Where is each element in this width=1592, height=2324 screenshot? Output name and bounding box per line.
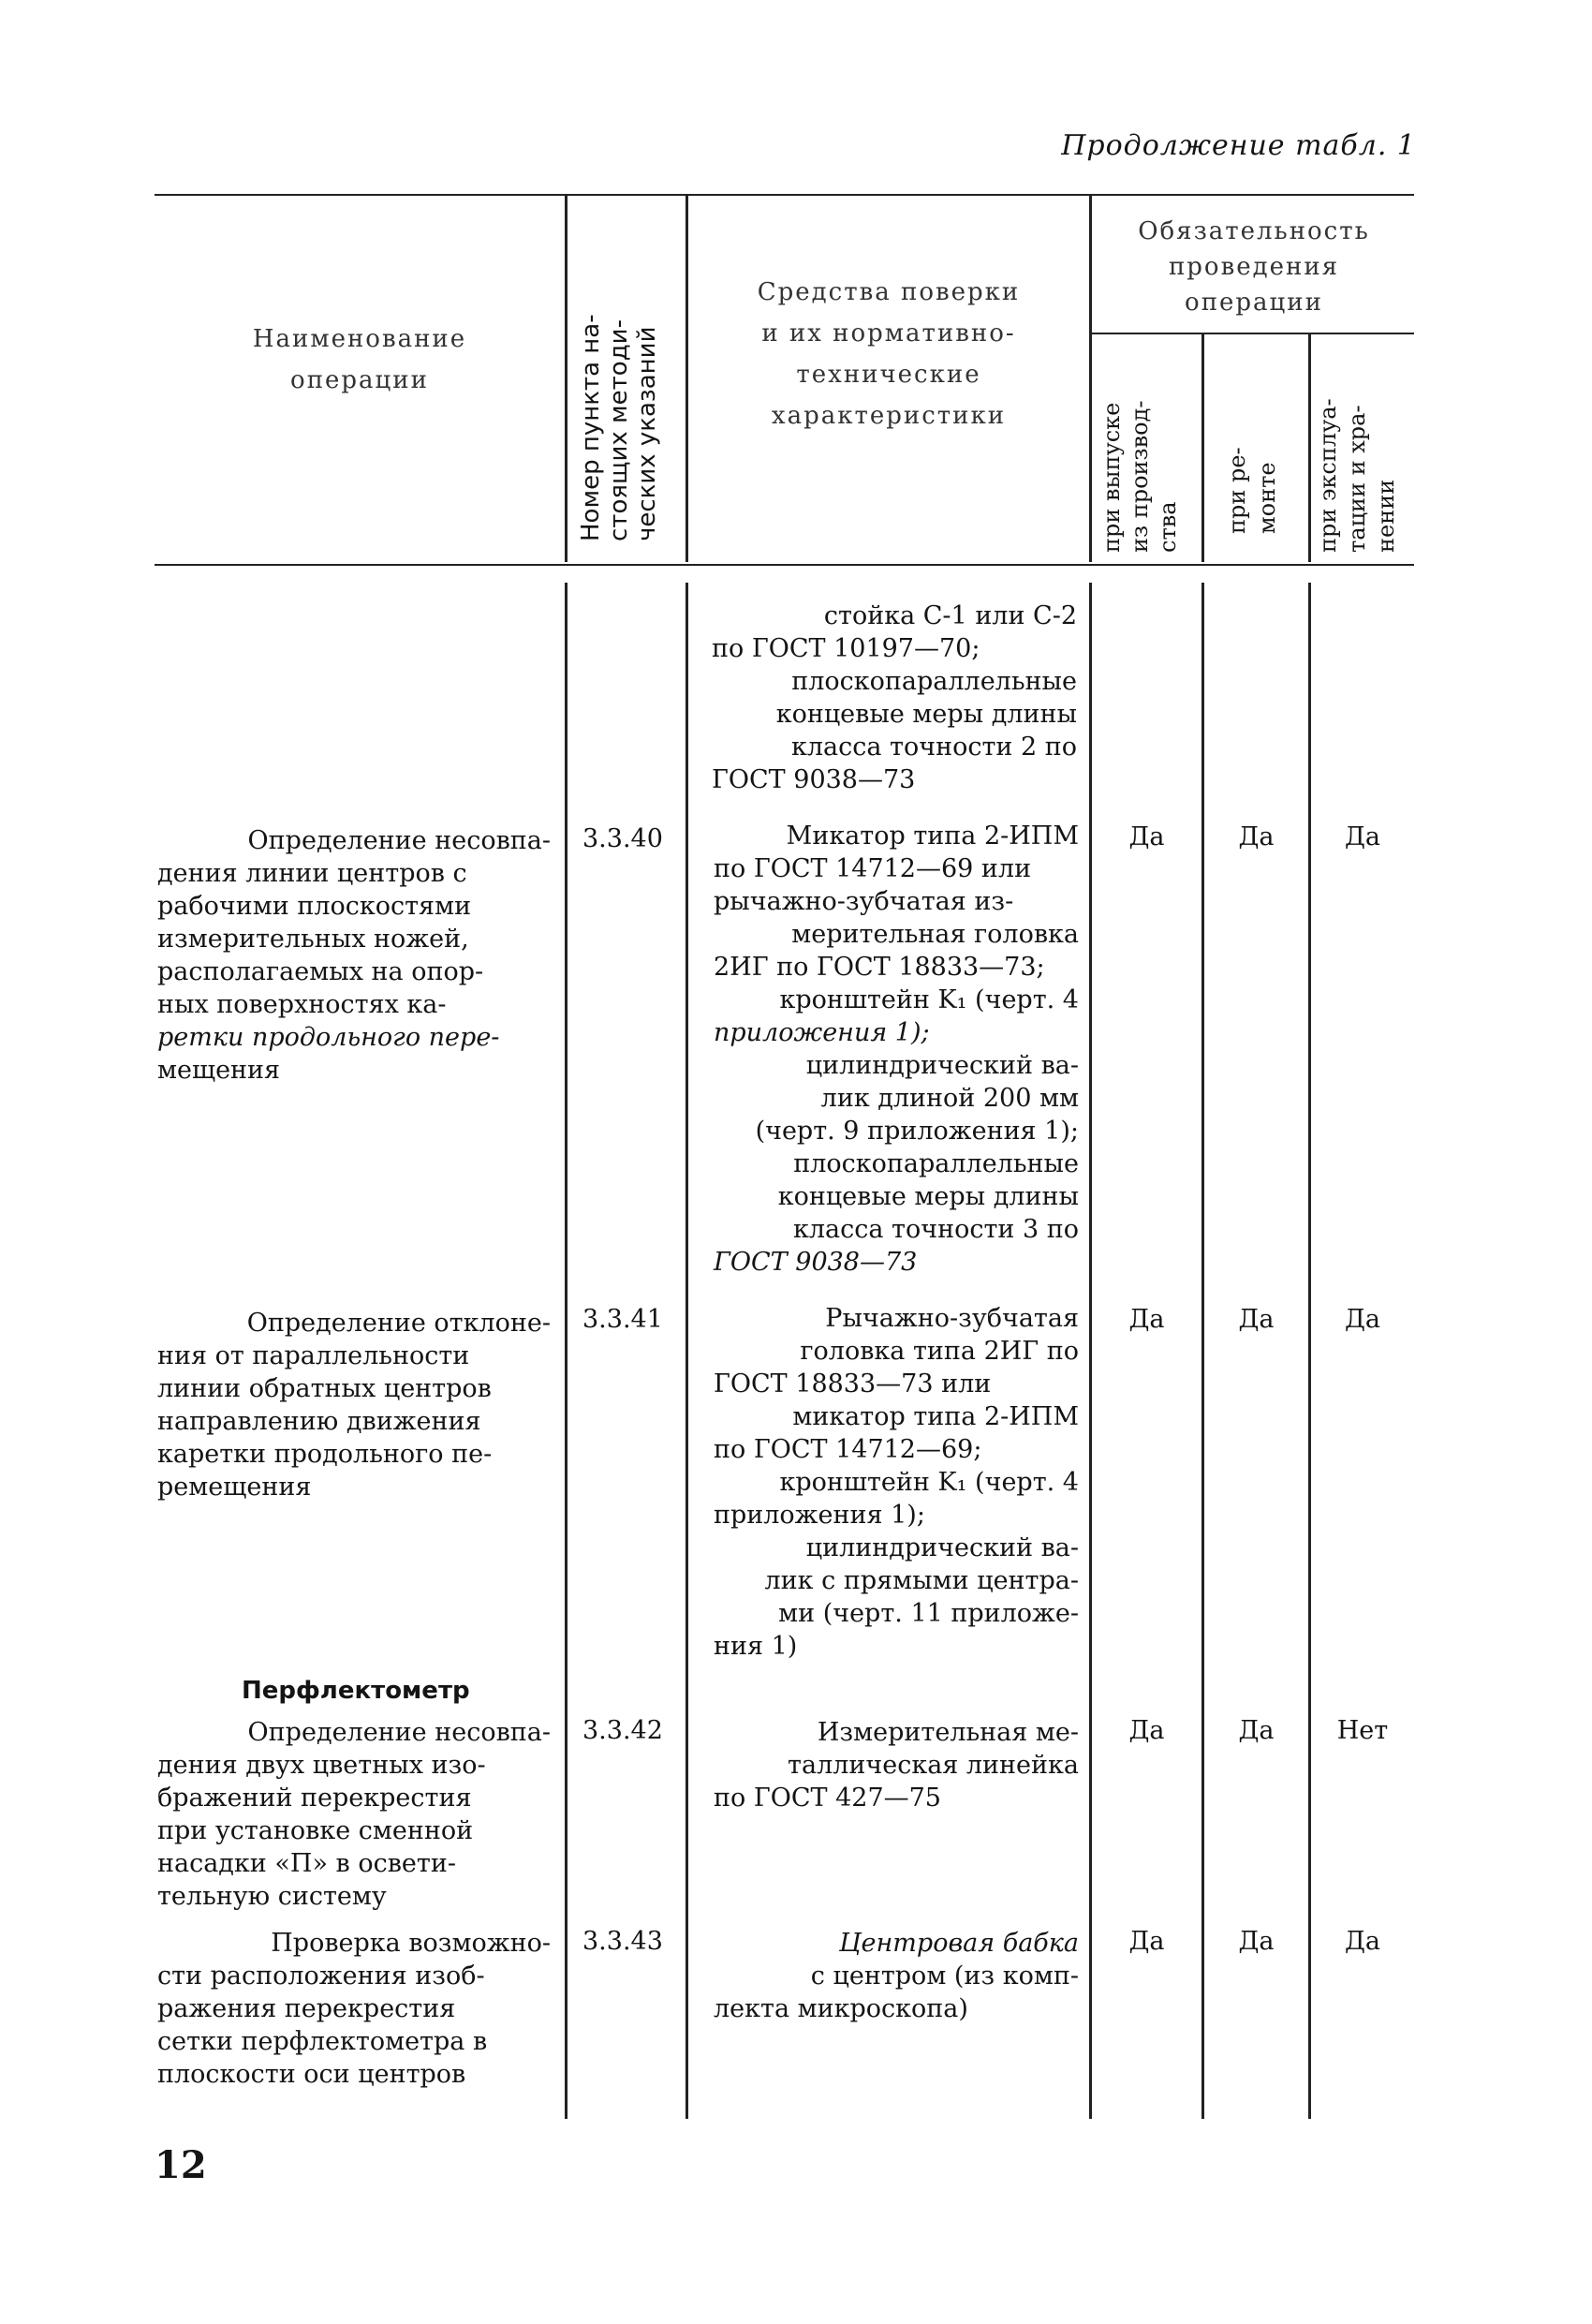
row3-at-release: Да bbox=[1128, 1716, 1165, 1745]
header-at-operation: при эксплуа- тации и хра- нении bbox=[1315, 398, 1399, 553]
header-operation-name: Наименование операции bbox=[252, 325, 467, 394]
row3-operation: Определение несовпа- дения двух цветных изо- бражений перекрестия при установке сменной насадки «П» в освети- тельную систему bbox=[157, 1718, 551, 1911]
col-divider-3 bbox=[1089, 194, 1092, 562]
row4-means: Центровая бабка с центром (из комп- лекта микроскопа) bbox=[714, 1929, 1079, 2023]
body-col-divider-5 bbox=[1308, 583, 1311, 2119]
table-top-rule bbox=[155, 194, 1414, 196]
row3-item-number: 3.3.42 bbox=[582, 1716, 663, 1745]
row3-at-operation: Нет bbox=[1336, 1716, 1389, 1745]
row1-item-number: 3.3.40 bbox=[582, 824, 663, 853]
header-mandatory: Обязательность проведения операции bbox=[1138, 217, 1370, 317]
row2-at-operation: Да bbox=[1344, 1305, 1381, 1334]
header-bottom-rule bbox=[155, 564, 1414, 566]
col-divider-5 bbox=[1308, 334, 1311, 562]
row4-at-operation: Да bbox=[1344, 1927, 1381, 1956]
row2-at-release: Да bbox=[1128, 1305, 1165, 1334]
row4-item-number: 3.3.43 bbox=[582, 1927, 663, 1956]
section-heading-perflectometer: Перфлектометр bbox=[242, 1677, 470, 1705]
row4-operation: Проверка возможно- сти расположения изоб- ражения перекрестия сетки перфлектометра в плоскости оси центров bbox=[157, 1929, 551, 2089]
row4-at-release: Да bbox=[1128, 1927, 1165, 1956]
row1-at-release: Да bbox=[1128, 822, 1165, 851]
body-col-divider-4 bbox=[1201, 583, 1204, 2119]
page-number: 12 bbox=[155, 2143, 207, 2187]
row3-at-repair: Да bbox=[1238, 1716, 1275, 1745]
body-col-divider-3 bbox=[1089, 583, 1092, 2119]
row2-item-number: 3.3.41 bbox=[582, 1305, 663, 1334]
row0-means: стойка С-1 или С-2 по ГОСТ 10197—70; плоскопараллельные концевые меры длины класса точности 2 по ГОСТ 9038—73 bbox=[712, 601, 1077, 794]
row1-means: Микатор типа 2-ИПМ по ГОСТ 14712—69 или рычажно-зубчатая из- мерительная головка 2ИГ по ГОСТ 18833—73; кронштейн K₁ (черт. 4 приложения 1); цилиндрический ва- лик длиной 200 мм (черт. 9 приложения 1); плоскопараллельные концевые меры длины класса точности 3 по ГОСТ 9038—73 bbox=[714, 822, 1079, 1277]
row1-operation: Определение несовпа- дения линии центров с рабочими плоскостями измерительных ножей, располагаемых на опор- ных поверхностях ка- ретки продольного пере- мещения bbox=[157, 826, 551, 1085]
header-item-number: Номер пункта на- стоящих методи- ческих указаний bbox=[577, 314, 661, 541]
row1-at-operation: Да bbox=[1344, 822, 1381, 851]
body-col-divider-2 bbox=[685, 583, 688, 2119]
header-at-repair: при ре- монте bbox=[1224, 447, 1280, 534]
row4-at-repair: Да bbox=[1238, 1927, 1275, 1956]
row2-means: Рычажно-зубчатая головка типа 2ИГ по ГОСТ 18833—73 или микатор типа 2-ИПМ по ГОСТ 14712—69; кронштейн K₁ (черт. 4 приложения 1); цилиндрический ва- лик с прямыми центра- ми (черт. 11 приложе- ния 1) bbox=[714, 1304, 1079, 1661]
col-divider-1 bbox=[565, 194, 568, 562]
row2-operation: Определение отклоне- ния от параллельности линии обратных центров направлению движения каретки продольного пе- ремещения bbox=[157, 1309, 551, 1502]
body-col-divider-1 bbox=[565, 583, 568, 2119]
header-at-release: при выпуске из производ- ства bbox=[1098, 400, 1181, 553]
col-divider-4 bbox=[1201, 334, 1204, 562]
header-verification-means: Средства поверки и их нормативно- технические характеристики bbox=[757, 278, 1021, 430]
row1-at-repair: Да bbox=[1238, 822, 1275, 851]
row2-at-repair: Да bbox=[1238, 1305, 1275, 1334]
table-continuation-caption: Продолжение табл. 1 bbox=[1061, 129, 1416, 162]
mandatory-header-rule bbox=[1091, 333, 1414, 334]
row3-means: Измерительная ме- таллическая линейка по ГОСТ 427—75 bbox=[714, 1718, 1079, 1813]
